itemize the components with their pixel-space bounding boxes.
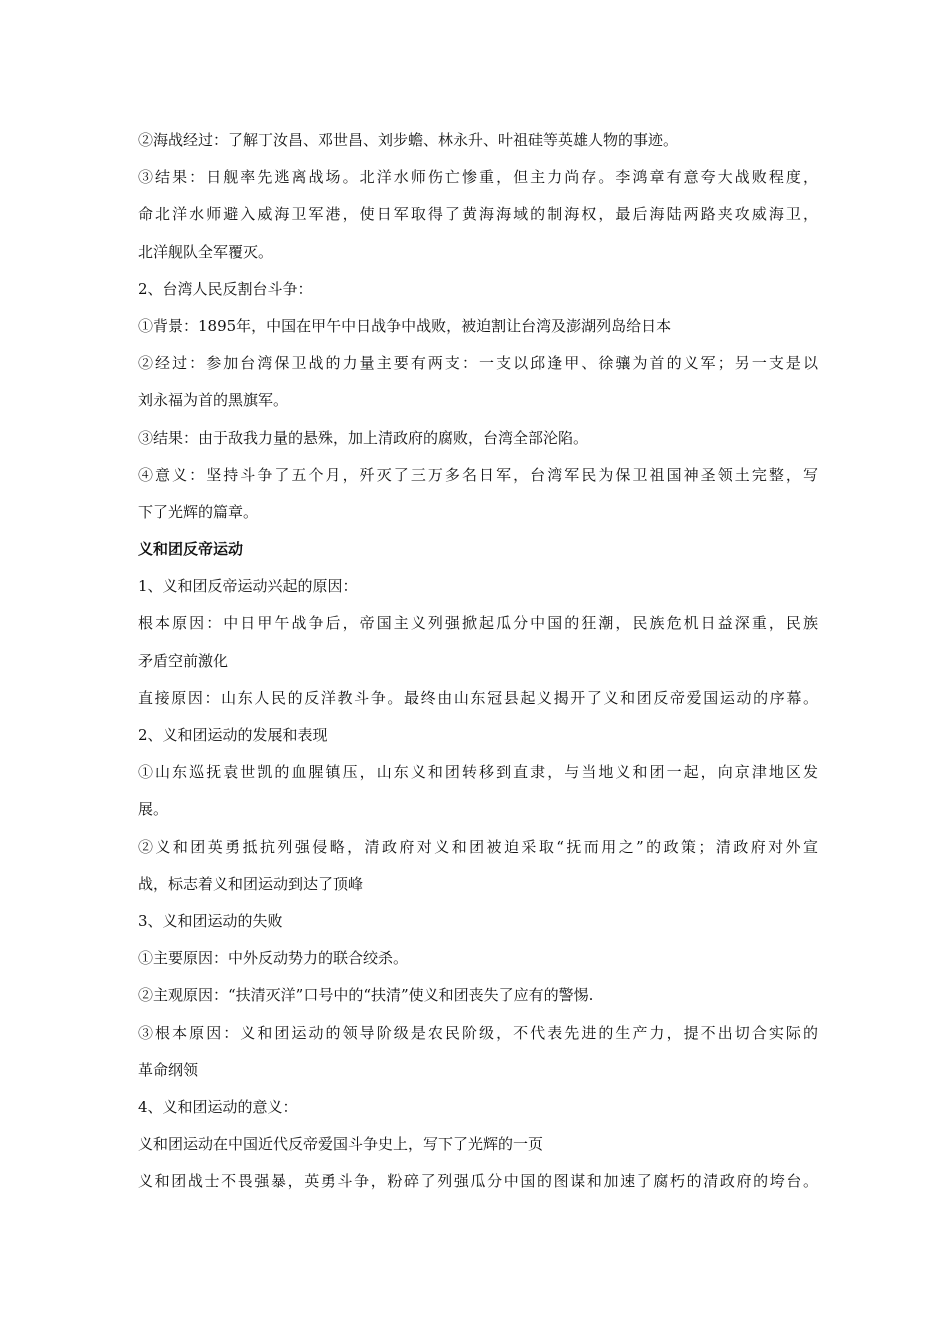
text-line: ①山东巡抚袁世凯的血腥镇压，山东义和团转移到直隶，与当地义和团一起，向京津地区发: [138, 763, 818, 782]
text-line: 下了光辉的篇章。: [138, 502, 259, 521]
text-line: 3、义和团运动的失败: [138, 911, 283, 930]
text-line: ①主要原因：中外反动势力的联合绞杀。: [138, 949, 409, 968]
text-line: 1、义和团反帝运动兴起的原因：: [138, 577, 358, 596]
text-line: 根本原因：中日甲午战争后，帝国主义列强掀起瓜分中国的狂潮，民族危机日益深重，民族: [138, 614, 818, 633]
text-line: 义和团运动在中国近代反帝爱国斗争史上，写下了光辉的一页: [138, 1135, 544, 1154]
text-line: ②主观原因：“扶清灭洋”口号中的“扶清”使义和团丧失了应有的警惕.: [138, 986, 594, 1005]
text-line: ③结果：日舰率先逃离战场。北洋水师伤亡惨重，但主力尚存。李鸿章有意夸大战败程度，: [138, 168, 818, 187]
text-line: ④意义：坚持斗争了五个月，歼灭了三万多名日军，台湾军民为保卫祖国神圣领土完整，写: [138, 465, 818, 484]
text-line: 矛盾空前激化: [138, 651, 229, 670]
text-line: 命北洋水师避入威海卫军港，使日军取得了黄海海域的制海权，最后海陆两路夹攻威海卫，: [138, 205, 818, 224]
text-line: ③结果：由于敌我力量的悬殊，加上清政府的腐败，台湾全部沦陷。: [138, 428, 589, 447]
text-line: 北洋舰队全军覆灭。: [138, 242, 274, 261]
text-line: ②义和团英勇抵抗列强侵略，清政府对义和团被迫采取“抚而用之”的政策；清政府对外宣: [138, 837, 818, 856]
text-line: 展。: [138, 800, 169, 819]
document-page: [138, 122, 818, 1200]
text-line: ②海战经过：了解丁汝昌、邓世昌、刘步蟾、林永升、叶祖硅等英雄人物的事迹。: [138, 131, 679, 149]
text-line: 2、台湾人民反割台斗争：: [138, 279, 313, 298]
text-line: ③根本原因：义和团运动的领导阶级是农民阶级，不代表先进的生产力，提不出切合实际的: [138, 1023, 818, 1042]
text-line: 战，标志着义和团运动到达了顶峰: [138, 874, 364, 893]
text-line: ①背景：1895年，中国在甲午中日战争中战败，被迫割让台湾及澎湖列岛给日本: [138, 316, 672, 335]
section-heading: 义和团反帝运动: [138, 540, 244, 559]
text-line: 刘永福为首的黑旗军。: [138, 391, 289, 410]
text-line: ②经过：参加台湾保卫战的力量主要有两支：一支以邱逢甲、徐骧为首的义军；另一支是以: [138, 354, 818, 373]
text-line: 2、义和团运动的发展和表现: [138, 726, 328, 744]
text-line: 义和团战士不畏强暴，英勇斗争，粉碎了列强瓜分中国的图谋和加速了腐朽的清政府的垮台。: [138, 1172, 818, 1191]
text-line: 革命纲领: [138, 1060, 199, 1079]
text-line: 直接原因：山东人民的反洋教斗争。最终由山东冠县起义揭开了义和团反帝爱国运动的序幕。: [138, 688, 818, 707]
text-line: 4、义和团运动的意义：: [138, 1097, 298, 1116]
